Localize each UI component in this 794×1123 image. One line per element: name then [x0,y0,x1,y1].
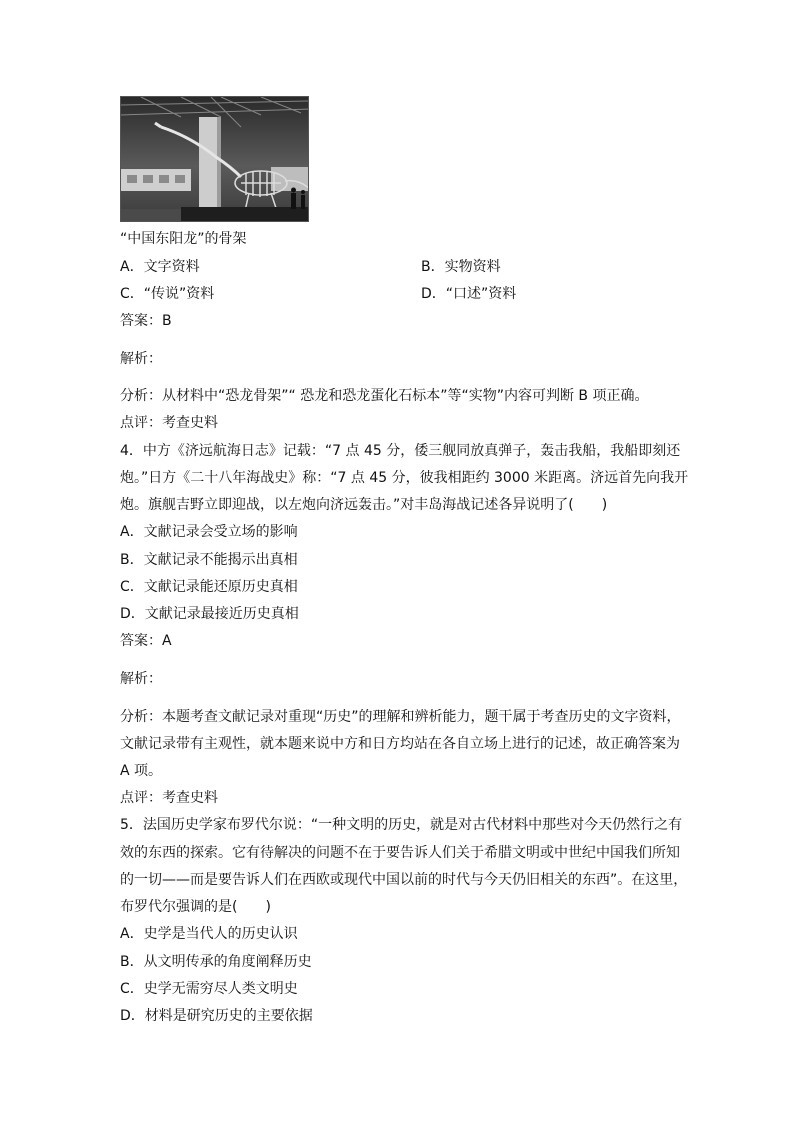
q3-analysis-title: 解析： [120,351,162,367]
q5-stem-line: 5．法国历史学家布罗代尔说：“一种文明的历史，就是对古代材料中那些对今天仍然行之有 [120,817,683,833]
q4-stem-line: 4．中方《济远航海日志》记载：“7 点 45 分，倭三舰同放真弹子，轰击我船，我船即刻还 [120,443,681,459]
q5-stem-line: 的一切——而是要告诉人们在西欧或现代中国以前的时代与今天仍旧相关的东西”。在这里， [120,872,688,888]
q3-answer: 答案：B [120,313,172,329]
q3-option-d: D．“口述”资料 [421,286,517,302]
q4-analysis-line: 分析：本题考查文献记录对重现“历史”的理解和辨析能力，题干属于考查历史的文字资料， [120,709,681,725]
photo-caption: “中国东阳龙”的骨架 [120,231,247,247]
q4-option-c: C．文献记录能还原历史真相 [120,579,298,595]
dinosaur-skeleton-photo [120,96,309,222]
q4-option-d: D．文献记录最接近历史真相 [120,606,299,622]
q4-stem-line: 炮。旗舰吉野立即迎战，以左炮向济远轰击。”对丰岛海战记述各异说明了( ) [120,497,608,513]
q3-analysis: 分析：从材料中“恐龙骨架”“ 恐龙和恐龙蛋化石标本”等“实物”内容可判断 B 项正确。 [120,388,649,404]
q4-option-a: A．文献记录会受立场的影响 [120,524,298,540]
q5-option-b: B．从文明传承的角度阐释历史 [120,954,312,970]
q4-analysis-line: 文献记录带有主观性，就本题来说中方和日方均站在各自立场上进行的记述，故正确答案为 [120,736,680,752]
q3-option-b: B．实物资料 [421,259,501,275]
q5-stem-line: 布罗代尔强调的是( ) [120,899,271,915]
q3-option-a: A．文字资料 [120,259,200,275]
q4-answer: 答案：A [120,633,172,649]
q4-analysis-line: A 项。 [120,763,163,779]
q4-option-b: B．文献记录不能揭示出真相 [120,552,298,568]
q5-option-d: D．材料是研究历史的主要依据 [120,1008,313,1024]
q4-analysis-title: 解析： [120,671,162,687]
q5-option-c: C．史学无需穷尽人类文明史 [120,981,298,997]
q5-stem-line: 效的东西的探索。它有待解决的问题不在于要告诉人们关于希腊文明或中世纪中国我们所知 [120,845,680,861]
q3-comment: 点评：考查史料 [120,415,218,431]
q5-option-a: A．史学是当代人的历史认识 [120,926,298,942]
q4-stem-line: 炮。”日方《二十八年海战史》称：“7 点 45 分，彼我相距约 3000 米距离。济远首先向我开 [120,470,689,486]
q3-option-c: C．“传说”资料 [120,286,215,302]
q4-comment: 点评：考查史料 [120,790,218,806]
